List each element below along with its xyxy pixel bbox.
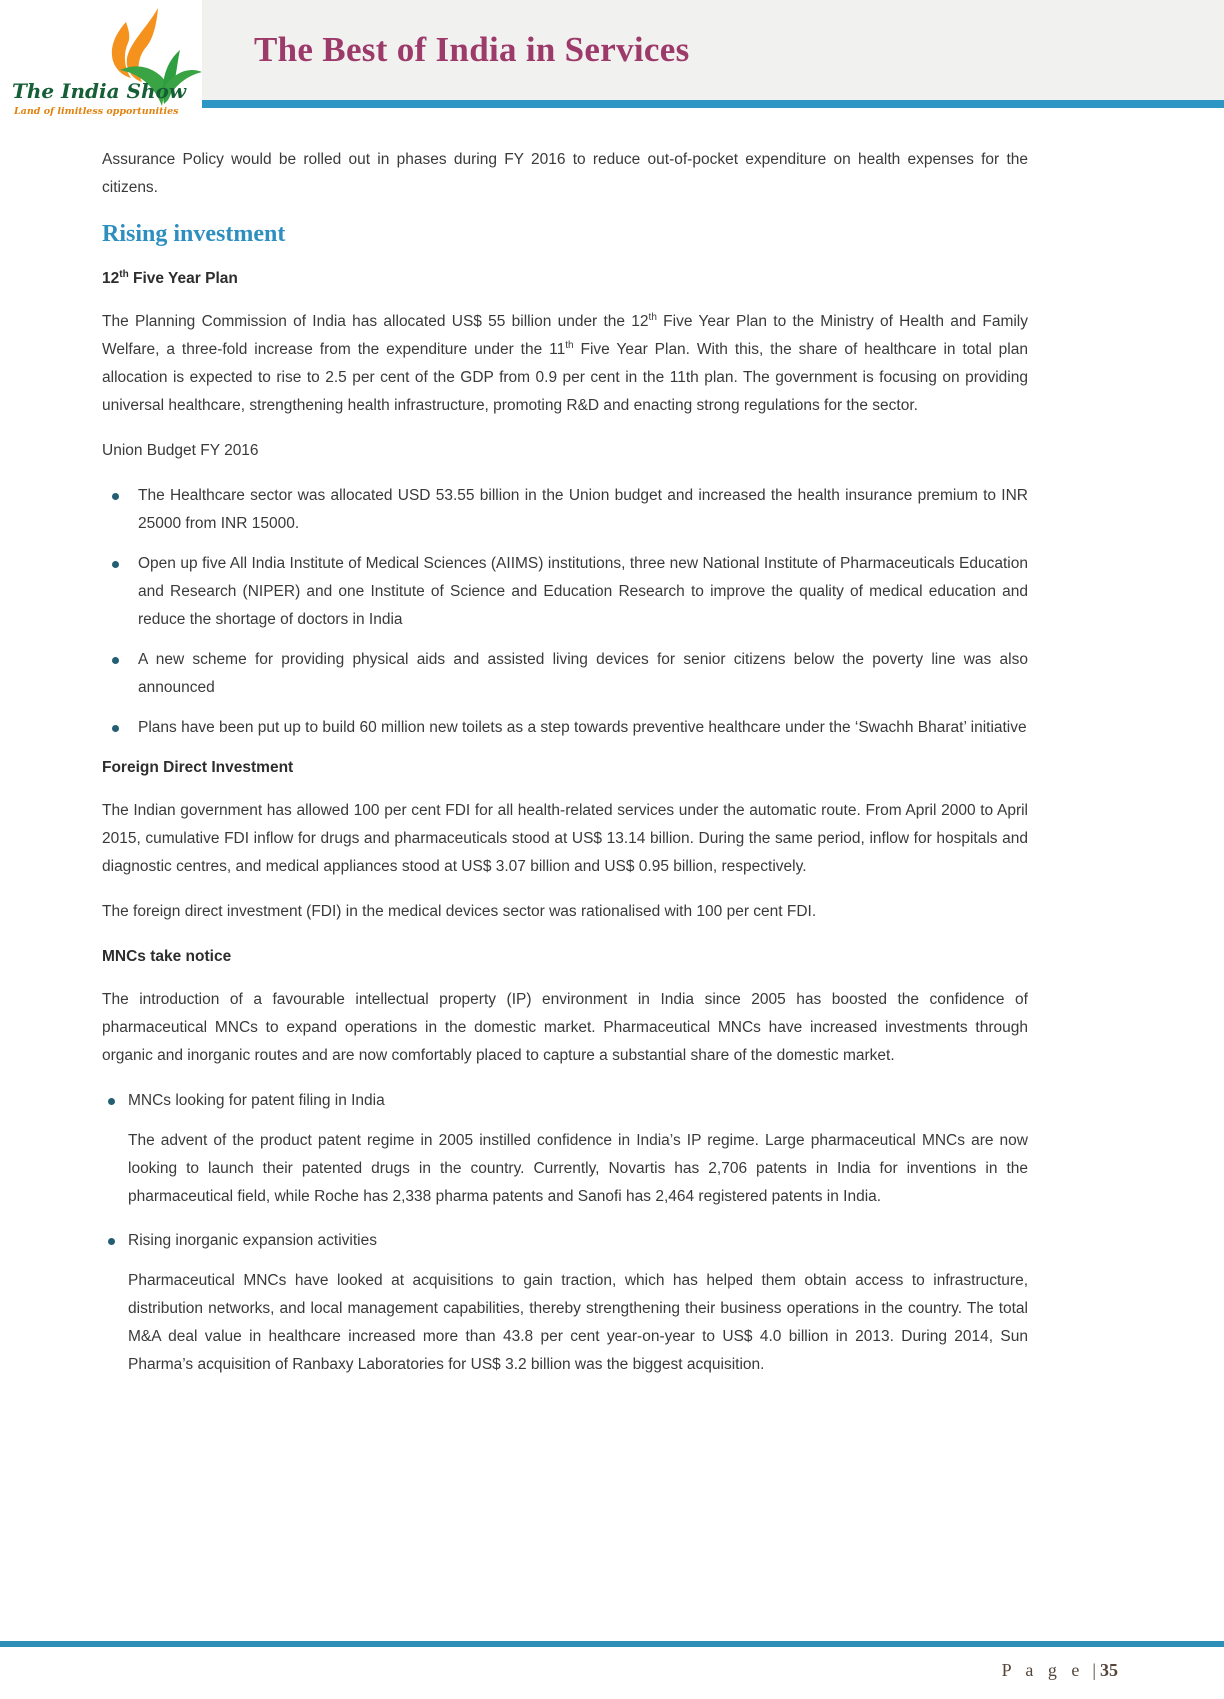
fdi-paragraph-1: The Indian government has allowed 100 per cent FDI for all health-related services under the automatic route. From April 2000 to April 2015, cumulative FDI inflow for drugs and pharmaceuticals stood at US$ 13.14 billion. During the same period, inflow for hospitals and diagnostic centres, and medical appliances stood at US$ 3.07 billion and US$ 0.95 billion, respectively. <box>102 802 1028 875</box>
paragraph-text: The Planning Commission of India has allocated US$ 55 billion under the 12 <box>102 313 649 330</box>
bullet-icon <box>108 1238 115 1245</box>
subheading-foreign-direct-investment: Foreign Direct Investment <box>102 759 294 776</box>
fdi-paragraph-2: The foreign direct investment (FDI) in the medical devices sector was rationalised with 100 per cent FDI. <box>102 903 817 920</box>
section-heading-rising-investment: Rising investment <box>102 221 286 247</box>
list-item-label: MNCs looking for patent filing in India <box>128 1092 385 1109</box>
list-item <box>102 1227 1028 1255</box>
list-item-body: The advent of the product patent regime in 2005 instilled confidence in India’s IP regime. Large pharmaceutical MNCs are now looking to launch their patented drugs in the country. Currently, Novartis has 2,706 patents in India for inventions in the pharmaceutical field, while Roche has 2,338 pharma patents and Sanofi has 2,464 registered patents in India. <box>128 1132 1028 1205</box>
list-item <box>102 714 1028 742</box>
list-item-text: Plans have been put up to build 60 million new toilets as a step towards preventive healthcare under the ‘Swachh Bharat’ initiative <box>138 719 1027 736</box>
list-item-text: A new scheme for providing physical aids and assisted living devices for senior citizens below the poverty line was also announced <box>138 651 1028 696</box>
five-year-plan-paragraph <box>102 308 1028 420</box>
footer-page-value: 35 <box>1100 1660 1118 1680</box>
bullet-icon <box>108 1098 115 1105</box>
union-budget-label: Union Budget FY 2016 <box>102 442 259 459</box>
bullet-icon <box>112 657 119 664</box>
logo-title: The India Show <box>12 79 187 103</box>
subheading-five-year-plan <box>102 265 1028 293</box>
heading-text: Five Year Plan <box>128 270 238 287</box>
heading-text: 12 <box>102 270 120 287</box>
list-item <box>102 482 1028 538</box>
title-banner <box>202 0 1224 108</box>
paragraph-text: Five Year Plan. With this, the share of healthcare in total plan allocation is expected to rise to 2.5 per cent of the GDP from 0.9 per cent in the 11th plan. The government is focusing on providing universal healthcare, strengthening health infrastructure, promoting R&D and enacting strong regulations for the sector. <box>102 341 1028 414</box>
list-item <box>102 646 1028 702</box>
list-item <box>102 1087 1028 1115</box>
list-item <box>102 550 1028 634</box>
india-show-logo <box>12 6 204 118</box>
document-body <box>102 146 1028 1395</box>
union-budget-list <box>102 482 1028 742</box>
footer-separator: | <box>1092 1660 1096 1680</box>
logo-tagline: Land of limitless opportunities <box>14 106 179 117</box>
list-item-label: Rising inorganic expansion activities <box>128 1232 377 1249</box>
superscript: th <box>648 311 657 323</box>
page-title: The Best of India in Services <box>254 30 690 69</box>
footer-divider <box>0 1641 1224 1647</box>
page-number <box>1002 1660 1118 1681</box>
bullet-icon <box>112 493 119 500</box>
mnc-list <box>102 1087 1028 1379</box>
footer-page-label: P a g e <box>1001 1660 1085 1680</box>
list-item-body: Pharmaceutical MNCs have looked at acquisitions to gain traction, which has helped them obtain access to infrastructure, distribution networks, and local management capabilities, thereby strengthening their business operations in the country. The total M&A deal value in healthcare increased more than 43.8 per cent year-on-year to US$ 4.0 billion in 2013. During 2014, Sun Pharma’s acquisition of Ranbaxy Laboratories for US$ 3.2 billion was the biggest acquisition. <box>128 1272 1028 1373</box>
bullet-icon <box>112 725 119 732</box>
superscript: th <box>565 339 574 351</box>
superscript: th <box>119 268 129 280</box>
paragraph-text: Five Year Plan to the Ministry of Health and Family Welfare, a three-fold increase from the expenditure under the 11 <box>102 313 1028 358</box>
list-item-text: Open up five All India Institute of Medical Sciences (AIIMS) institutions, three new National Institute of Pharmaceuticals Education and Research (NIPER) and one Institute of Science and Education Research to improve the quality of medical education and reduce the shortage of doctors in India <box>138 555 1028 628</box>
mnc-paragraph: The introduction of a favourable intellectual property (IP) environment in India since 2005 has boosted the confidence of pharmaceutical MNCs to expand operations in the domestic market. Pharmaceutical MNCs have increased investments through organic and inorganic routes and are now comfortably placed to capture a substantial share of the domestic market. <box>102 991 1028 1064</box>
list-item-text: The Healthcare sector was allocated USD 53.55 billion in the Union budget and increased the health insurance premium to INR 25000 from INR 15000. <box>138 487 1028 532</box>
intro-paragraph: Assurance Policy would be rolled out in phases during FY 2016 to reduce out-of-pocket expenditure on health expenses for the citizens. <box>102 151 1028 196</box>
subheading-mncs-take-notice: MNCs take notice <box>102 948 232 965</box>
bullet-icon <box>112 561 119 568</box>
